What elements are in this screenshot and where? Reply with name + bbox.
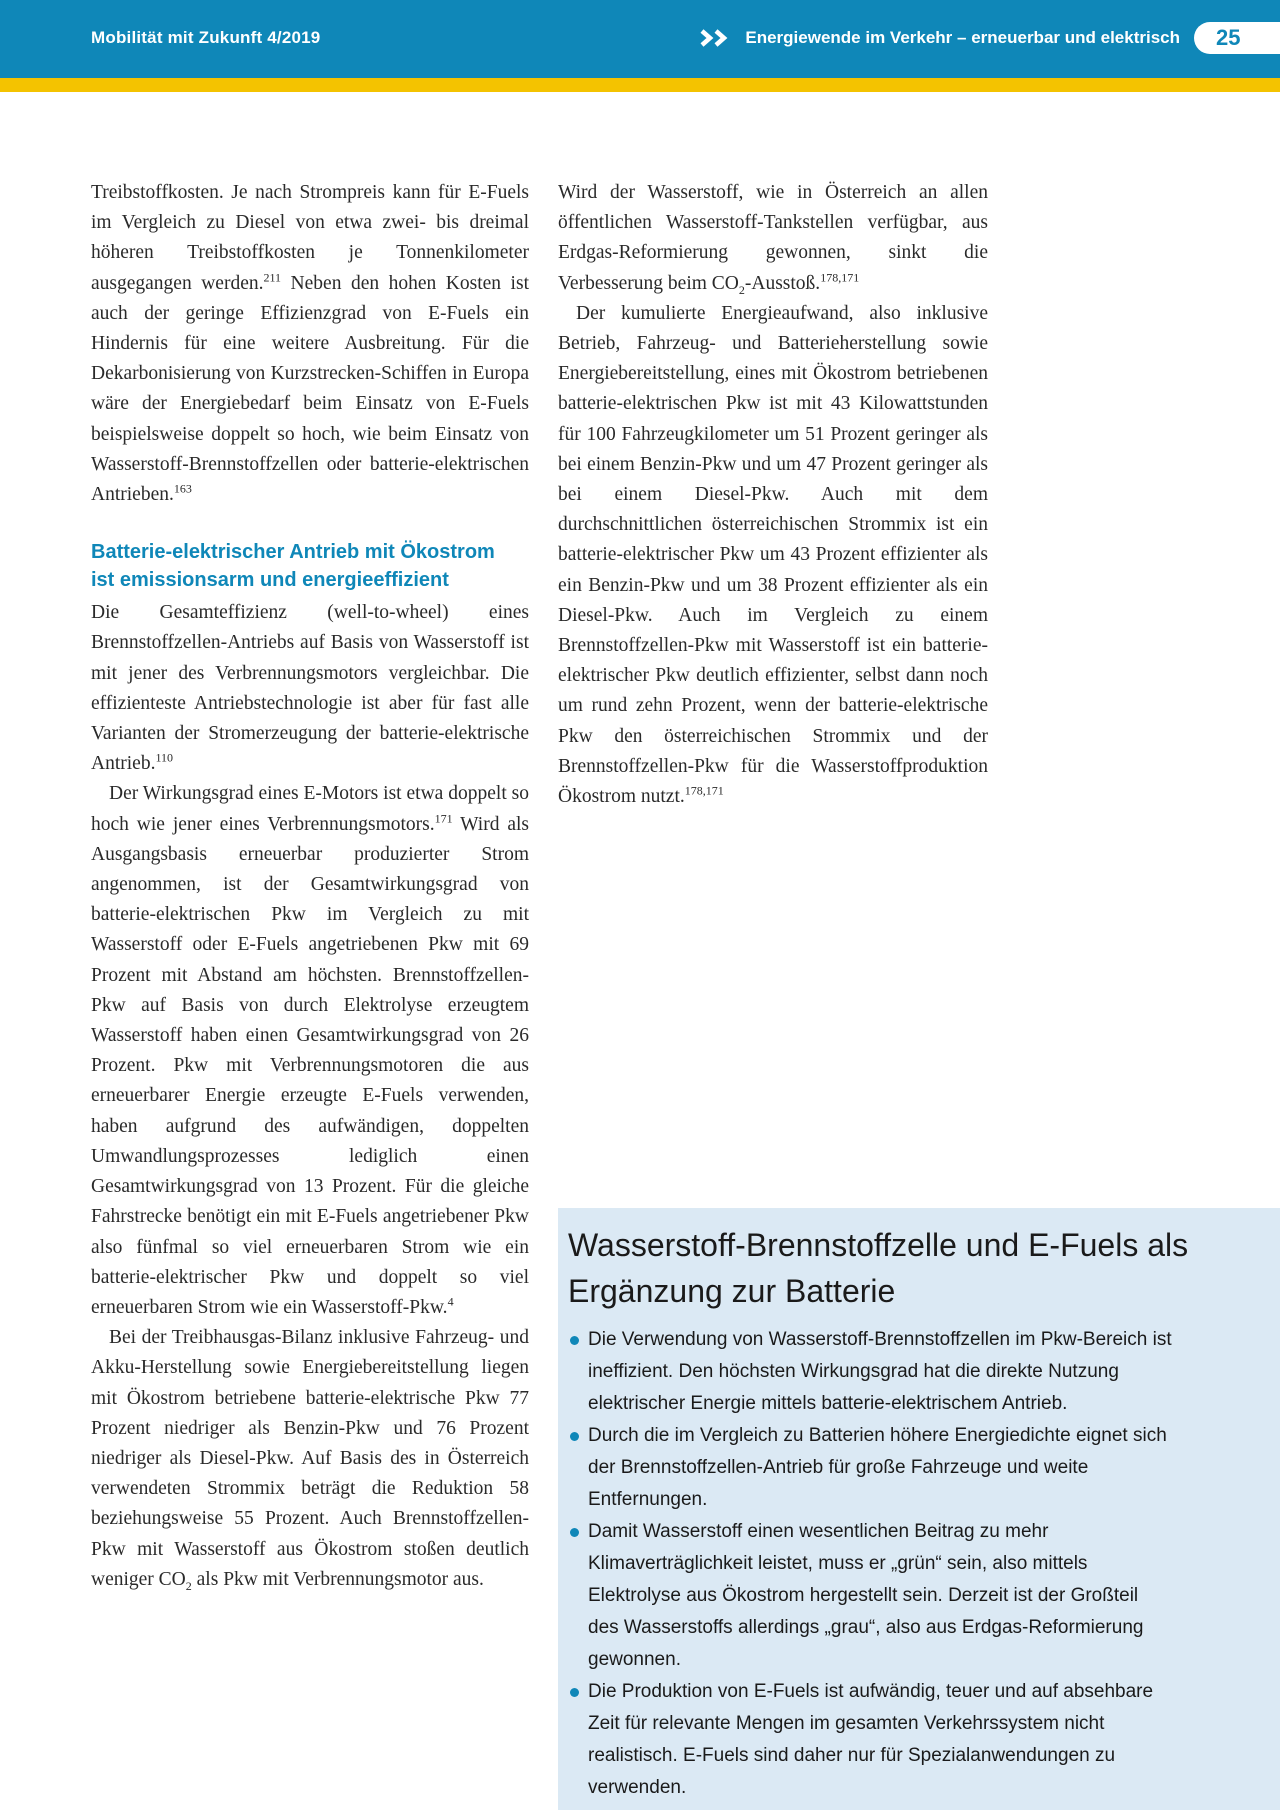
paragraph [558, 178, 988, 299]
infobox-bullet: Die Verwendung von Wasserstoff-Brennstoffzellen im Pkw-Bereich ist ineffizient. Den höchsten Wirkungsgrad hat die direkte Nutzung elektrischer Energie mittels batterie-elektrischem Antrieb. [568, 1324, 1173, 1420]
infobox-title [568, 1222, 1208, 1314]
paragraph-text: Bei der Treibhausgas-Bilanz inklusive Fahrzeug- und Akku-Herstellung sowie Energiebereitstellung liegen mit Ökostrom betriebene batterie-elektrische Pkw 77 Prozent niedriger als Benzin-Pkw und 76 Prozent niedriger als Diesel-Pkw. Auf Basis des in Österreich verwendeten Strommix beträgt die Reduktion 58 beziehungsweise 55 Prozent. Auch Brennstoffzellen-Pkw mit Wasserstoff aus Ökostrom stoßen deutlich weniger CO [91, 1327, 529, 1590]
footnote-ref: 4 [447, 1294, 454, 1309]
footnote-ref: 178,171 [820, 270, 860, 285]
publication-title: Mobilität mit Zukunft 4/2019 [91, 28, 321, 47]
paragraph-text: Der Wirkungsgrad eines E-Motors ist etwa doppelt so hoch wie jener eines Verbrennungsmotors. [91, 783, 529, 835]
paragraph-text: Wird als Ausgangsbasis erneuerbar produzierter Strom angenommen, ist der Gesamtwirkungsgrad von batterie-elektrischen Pkw im Vergleich zu mit Wasserstoff oder E-Fuels angetriebenen Pkw mit 69 Prozent mit Abstand am höchsten. Brennstoffzellen-Pkw auf Basis von durch Elektrolyse erzeugtem Wasserstoff haben einen Gesamtwirkungsgrad von 26 Prozent. Pkw mit Verbrennungsmotoren die aus erneuerbarer Energie erzeugte E-Fuels verwenden, haben aufgrund des aufwändigen, doppelten Umwandlungsprozesses lediglich einen Gesamtwirkungsgrad von 13 Prozent. Für die gleiche Fahrstrecke benötigt ein mit E-Fuels angetriebener Pkw also fünfmal so viel erneuerbaren Strom wie ein batterie-elektrischer Pkw und doppelt so viel erneuerbaren Strom wie ein Wasserstoff-Pkw. [91, 813, 529, 1318]
paragraph-text: als Pkw mit Verbrennungsmotor aus. [191, 1568, 484, 1590]
footnote-ref: 211 [263, 270, 282, 285]
paragraph-text: Treibstoffkosten. Je nach Strompreis kann für E-Fuels im Vergleich zu Diesel von etwa zwei- bis dreimal höheren Treibstoffkosten je Tonnenkilometer ausgegangen werden. [91, 182, 529, 294]
right-column [558, 178, 988, 812]
paragraph-text: Die Gesamteffizienz (well-to-wheel) eines Brennstoffzellen-Antriebs auf Basis von Wasserstoff ist mit jener des Verbrennungsmotors vergleichbar. Die effizienteste Antriebstechnologie ist aber für fast alle Varianten der Stromerzeugung der batterie-elektrische Antrieb. [91, 602, 529, 775]
footnote-ref: 110 [155, 750, 174, 765]
infobox-bullet: Die Produktion von E-Fuels ist aufwändig, teuer und auf absehbare Zeit für relevante Mengen im gesamten Verkehrssystem nicht realistisch. E-Fuels sind daher nur für Spezialanwendungen zu verwenden. [568, 1676, 1173, 1804]
paragraph-text: Wird der Wasserstoff, wie in Österreich an allen öffentlichen Wasserstoff-Tankstellen verfügbar, aus Erdgas-Reformierung gewonnen, sinkt die Verbesserung beim CO [558, 182, 988, 294]
paragraph-text: Der kumulierte Energieaufwand, also inklusive Betrieb, Fahrzeug- und Batterieherstellung sowie Energiebereitstellung, eines mit Ökostrom betriebenen batterie-elektrischen Pkw ist mit 43 Kilowattstunden für 100 Fahrzeugkilometer um 51 Prozent geringer als bei einem Benzin-Pkw und um 47 Prozent geringer als bei einem Diesel-Pkw. Auch mit dem durchschnittlichen österreichischen Strommix ist ein batterie-elektrischer Pkw um 43 Prozent effizienter als ein Benzin-Pkw und um 38 Prozent effizienter als ein Diesel-Pkw. Auch im Vergleich zu einem Brennstoffzellen-Pkw mit Wasserstoff ist ein batterie-elektrischer Pkw deutlich effizienter, selbst dann noch um rund zehn Prozent, wenn der batterie-elektrische Pkw den österreichischen Strommix und der Brennstoffzellen-Pkw für die Wasserstoffproduktion Ökostrom nutzt. [558, 302, 988, 808]
paragraph [91, 598, 529, 779]
section-title-text: Energiewende im Verkehr – erneuerbar und elektrisch [745, 28, 1180, 47]
section-heading-line: ist emissionsarm und energieeffizient [91, 569, 449, 592]
section-title [699, 28, 1180, 48]
infobox-bullet: Durch die im Vergleich zu Batterien höhere Energiedichte eignet sich der Brennstoffzellen-Antrieb für große Fahrzeuge und weite Entfernungen. [568, 1420, 1173, 1516]
double-chevron-right-icon [699, 28, 733, 48]
infobox-bullet: Damit Wasserstoff einen wesentlichen Beitrag zu mehr Klimaverträglichkeit leistet, muss er „grün“ sein, also mittels Elektrolyse aus Ökostrom hergestellt sein. Derzeit ist der Großteil des Wasserstoffs allerdings „grau“, also aus Erdgas-Reformierung gewonnen. [568, 1516, 1173, 1676]
paragraph [91, 779, 529, 1323]
section-heading-line: Batterie-elektrischer Antrieb mit Ökostrom [91, 541, 495, 564]
footnote-ref: 178,171 [684, 783, 724, 798]
footnote-ref: 171 [434, 811, 453, 826]
paragraph [91, 178, 529, 510]
paragraph-text: Neben den hohen Kosten ist auch der geringe Effizienzgrad von E-Fuels ein Hindernis für eine weitere Ausbreitung. Für die Dekarbonisierung von Kurzstrecken-Schiffen in Europa wäre der Energiebedarf beim Einsatz von E-Fuels beispielsweise doppelt so hoch, wie beim Einsatz von Wasserstoff-Brennstoffzellen oder batterie-elektrischen Antrieben. [91, 272, 529, 506]
paragraph [558, 299, 988, 812]
infobox-title-line: Wasserstoff-Brennstoffzelle und E-Fuels als [568, 1227, 1189, 1263]
subscript: 2 [738, 282, 745, 297]
paragraph-text: -Ausstoß. [744, 272, 821, 294]
infobox-title-line: Ergänzung zur Batterie [568, 1273, 896, 1309]
footnote-ref: 163 [173, 481, 192, 496]
paragraph [91, 1323, 529, 1595]
infobox-list [568, 1324, 1173, 1804]
left-column [91, 178, 529, 1595]
header-accent-stripe [0, 78, 1280, 92]
page-number: 25 [1194, 22, 1280, 54]
section-heading [91, 538, 529, 594]
subscript: 2 [185, 1578, 192, 1593]
